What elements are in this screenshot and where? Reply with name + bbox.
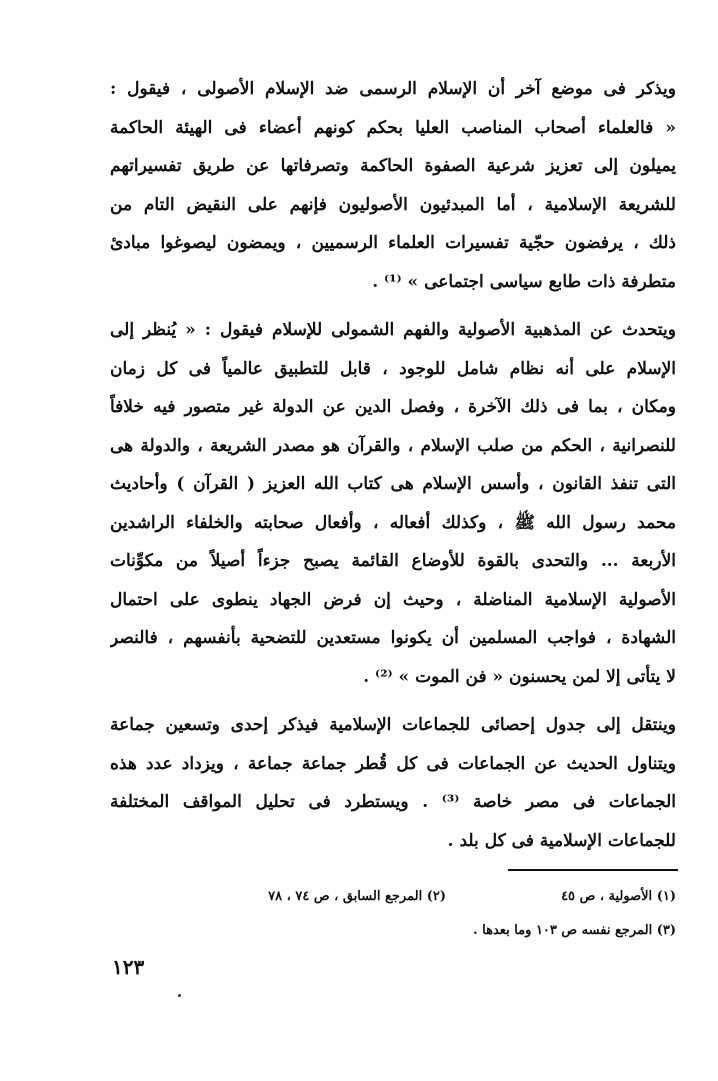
text-line: يميلون إلى تعزيز شرعية الصفوة الحاكمة وتصرفاتها عن طريق تفسيراتهم xyxy=(110,156,676,176)
text-line: الأصولية الإسلامية المناضلة ، وحيث إن فرض الجهاد ينطوى على احتمال xyxy=(110,589,676,610)
footnotes xyxy=(110,880,676,948)
text-line: متطرفة ذات طابع سياسى اجتماعى » ⁽¹⁾ . xyxy=(372,271,676,292)
footnote-divider xyxy=(508,869,678,871)
text-line: ويذكر فى موضع آخر أن الإسلام الرسمى ضد الإسلام الأصولى ، فيقول : xyxy=(110,79,676,99)
main-text xyxy=(110,70,676,860)
text-line: الإسلام على أنه نظام شامل للوجود ، قابل للتطبيق عالمياً فى كل زمان xyxy=(110,358,676,379)
paragraph-gap xyxy=(110,301,676,311)
text-line: الأربعة ... والتحدى بالقوة للأوضاع القائمة يصبح جزءاً أصيلاً من مكوِّنات xyxy=(110,551,676,571)
footnote-3: (٣) المرجع نفسه ص ١٠٣ وما بعدها . xyxy=(473,923,676,938)
text-line: ذلك ، يرفضون حجّية تفسيرات العلماء الرسميين ، ويمضون ليصوغوا مبادئ xyxy=(110,233,676,253)
text-line: ويتناول الحديث عن الجماعات فى كل قُطر جماعة جماعة ، ويزداد عدد هذه xyxy=(110,753,676,774)
text-line: لا يتأتى إلا لمن يحسنون « فن الموت » ⁽²⁾ . xyxy=(363,666,676,687)
text-line: وينتقل إلى جدول إحصائى للجماعات الإسلامية فيذكر إحدى وتسعين جماعة xyxy=(110,715,676,735)
text-line: « فالعلماء أصحاب المناصب العليا بحكم كونهم أعضاء فى الهيئة الحاكمة xyxy=(110,117,676,138)
text-line: محمد رسول الله ﷺ ، وكذلك أفعاله ، وأفعال صحابته والخلفاء الراشدين xyxy=(110,512,676,533)
text-line: ومكان ، بما فى ذلك الآخرة ، وفصل الدين عن الدولة غير متصور فيه خلافاً xyxy=(110,397,676,417)
text-line: للنصرانية ، الحكم من صلب الإسلام ، والقرآن هو مصدر الشريعة ، والدولة هى xyxy=(110,435,676,456)
footnote-row xyxy=(110,880,676,914)
paragraph-gap xyxy=(110,696,676,706)
footnote-2: (٢) المرجع السابق ، ص ٧٤ ، ٧٨ xyxy=(268,889,446,904)
text-line: الجماعات فى مصر خاصة ⁽³⁾ . ويستطرد فى تحليل المواقف المختلفة xyxy=(110,792,676,812)
scan-speck xyxy=(178,994,181,997)
text-line: التى تنفذ القانون ، وأسس الإسلام هى كتاب الله العزيز ( القرآن ) وأحاديث xyxy=(110,474,676,494)
text-line: الشهادة ، فواجب المسلمين أن يكونوا مستعدين للتضحية بأنفسهم ، فالنصر xyxy=(110,628,676,648)
footnote-row xyxy=(110,914,676,948)
text-line: للشريعة الإسلامية ، أما المبدئيون الأصوليون فإنهم على النقيض التام من xyxy=(110,194,676,215)
page-number: ١٢٣ xyxy=(112,955,145,979)
text-line: ويتحدث عن المذهبية الأصولية والفهم الشمولى للإسلام فيقول : « يُنظر إلى xyxy=(110,320,676,340)
paragraph-2 xyxy=(110,311,676,696)
paragraph-1 xyxy=(110,70,676,301)
paragraph-3 xyxy=(110,706,676,860)
text-line: للجماعات الإسلامية فى كل بلد . xyxy=(447,830,676,851)
footnote-1: (١) الأصولية ، ص ٤٥ xyxy=(561,889,676,904)
